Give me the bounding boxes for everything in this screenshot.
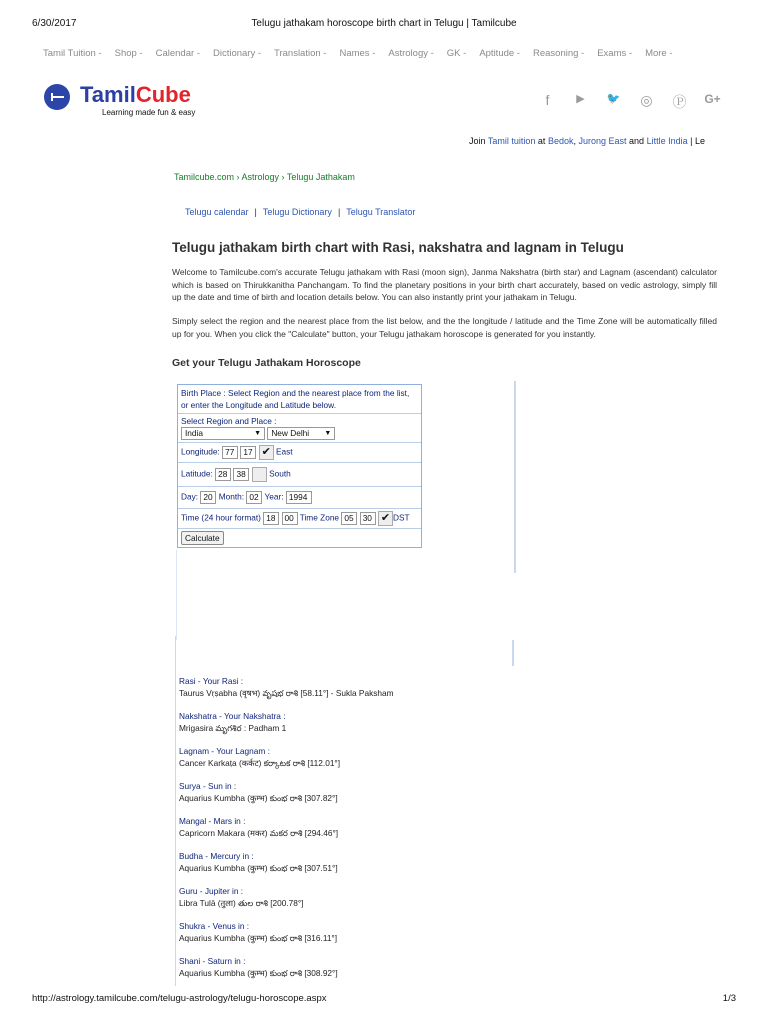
nav-astrology[interactable]: Astrology - — [388, 48, 434, 59]
region-row — [178, 414, 421, 443]
divider — [514, 381, 516, 573]
result-value: Aquarius Kumbha (कुम्भ) కుంభ రాశి [308.92°] — [179, 968, 338, 978]
result-value: Libra Tulā (तुला) తుల రాశి [200.78°] — [179, 898, 304, 908]
checkmark-icon: ✔ — [380, 512, 391, 524]
result-value: Mrigasira మృగశిర : Padham 1 — [179, 723, 287, 733]
chevron-down-icon: ▼ — [324, 430, 332, 437]
result-lagnam — [179, 746, 499, 769]
nav-reasoning[interactable]: Reasoning - — [532, 48, 585, 59]
dst-checkbox[interactable] — [378, 511, 393, 526]
divider — [512, 640, 514, 666]
longitude-minutes-input[interactable]: 17 — [240, 446, 256, 459]
result-surya — [179, 781, 499, 804]
region-select[interactable]: India ▼ — [181, 427, 265, 440]
month-label: Month: — [218, 491, 245, 502]
nav-names[interactable]: Names - — [339, 48, 376, 59]
date-row — [178, 487, 421, 509]
calculate-row — [178, 529, 421, 547]
longitude-label: Longitude: — [181, 446, 220, 457]
divider — [176, 550, 177, 640]
hour-input[interactable]: 18 — [263, 512, 279, 525]
result-value: Cancer Karkaṭa (कर्कट) కర్కాటక రాశి [112.01°] — [179, 758, 341, 768]
dst-label: DST — [393, 512, 410, 523]
nav-exams[interactable]: Exams - — [597, 48, 633, 59]
telugu-dictionary-link[interactable]: Telugu Dictionary — [262, 207, 332, 217]
longitude-degrees-input[interactable]: 77 — [222, 446, 238, 459]
result-label: Nakshatra - Your Nakshatra : — [179, 711, 286, 721]
jurong-east-link[interactable]: Jurong East — [578, 136, 627, 146]
print-page-number: 1/3 — [722, 993, 736, 1004]
chevron-down-icon: ▼ — [254, 430, 261, 437]
page-title: Telugu jathakam birth chart with Rasi, nakshatra and lagnam in Telugu — [172, 240, 624, 255]
result-label: Guru - Jupiter in : — [179, 886, 244, 896]
instagram-icon[interactable]: ◎ — [640, 92, 653, 108]
result-value: Capricorn Makara (मकर) మకర రాశి [294.46°] — [179, 828, 339, 838]
logo-icon — [44, 84, 70, 110]
result-label: Lagnam - Your Lagnam : — [179, 746, 270, 756]
latitude-row — [178, 463, 421, 487]
print-title: Telugu jathakam horoscope birth chart in Telugu | Tamilcube — [251, 18, 517, 29]
result-label: Shukra - Venus in : — [179, 921, 250, 931]
east-checkbox[interactable] — [259, 445, 274, 460]
result-label: Shani - Saturn in : — [179, 956, 246, 966]
longitude-row — [178, 443, 421, 463]
result-nakshatra — [179, 711, 499, 734]
telugu-translator-link[interactable]: Telugu Translator — [346, 207, 416, 217]
timezone-hour-input[interactable]: 05 — [341, 512, 357, 525]
day-label: Day: — [181, 491, 199, 502]
time-label: Time (24 hour format) — [181, 512, 261, 523]
nav-tamil-tuition[interactable]: Tamil Tuition - — [43, 48, 102, 59]
timezone-minute-input[interactable]: 30 — [360, 512, 376, 525]
latitude-degrees-input[interactable]: 28 — [215, 468, 231, 481]
logo-wordmark: TamilCube — [80, 82, 191, 107]
result-label: Budha - Mercury in : — [179, 851, 254, 861]
telugu-calendar-link[interactable]: Telugu calendar — [185, 207, 249, 217]
nav-shop[interactable]: Shop - — [114, 48, 143, 59]
south-label: South — [269, 468, 291, 479]
intro-paragraph-2: Simply select the region and the nearest place from the list below, and the the longitude / latitude and the Time Zone will be automatically filled up for you. When you click the "Calculate" button, your Telugu jathakam horoscope is generated for you instantly. — [172, 316, 717, 339]
east-label: East — [276, 446, 293, 457]
bedok-link[interactable]: Bedok — [547, 136, 574, 146]
pinterest-icon[interactable]: Ⓟ — [672, 94, 687, 110]
youtube-icon[interactable]: ▶ — [576, 93, 585, 105]
social-links — [538, 92, 722, 112]
result-rasi — [179, 676, 499, 699]
result-mangal — [179, 816, 499, 839]
year-input[interactable]: 1994 — [286, 491, 312, 504]
nav-calendar[interactable]: Calendar - — [155, 48, 200, 59]
twitter-icon[interactable]: 🐦 — [606, 93, 621, 105]
latitude-label: Latitude: — [181, 468, 213, 479]
little-india-link[interactable]: Little India — [646, 136, 688, 146]
intro-paragraph-1: Welcome to Tamilcube.com's accurate Telugu jathakam with Rasi (moon sign), Janma Nakshatra (birth star) and Lagnam (ascendant) calculator which is based on Thirukkanitha Panchangam. To find the planetary positions in your birth chart accurately, based on vedic astrology, simply fill up the date and time of birth and location details below. You can also instantly print your jathakam in Telugu. — [172, 267, 717, 302]
result-value: Aquarius Kumbha (कुम्भ) కుంభ రాశి [316.11°] — [179, 933, 338, 943]
print-footer — [32, 993, 736, 1007]
result-budha — [179, 851, 499, 874]
south-checkbox[interactable] — [252, 467, 267, 482]
tamil-tuition-link[interactable]: Tamil tuition — [487, 136, 536, 146]
result-guru — [179, 886, 499, 909]
google-plus-icon[interactable]: G+ — [704, 92, 721, 106]
result-label: Surya - Sun in : — [179, 781, 237, 791]
result-label: Rasi - Your Rasi : — [179, 676, 244, 686]
horoscope-form — [177, 384, 422, 548]
result-value: Aquarius Kumbha (कुम्भ) కుంభ రాశి [307.51°] — [179, 863, 338, 873]
print-url: http://astrology.tamilcube.com/telugu-astrology/telugu-horoscope.aspx — [32, 993, 327, 1004]
result-shukra — [179, 921, 499, 944]
top-navigation — [43, 48, 673, 62]
nav-translation[interactable]: Translation - — [274, 48, 327, 59]
nav-dictionary[interactable]: Dictionary - — [212, 48, 262, 59]
month-input[interactable]: 02 — [246, 491, 262, 504]
place-select[interactable]: New Delhi ▼ — [267, 427, 335, 440]
nav-more[interactable]: More - — [645, 48, 673, 59]
join-banner: Join Tamil tuition at Bedok, Jurong East and Little India | Le — [469, 136, 705, 146]
minute-input[interactable]: 00 — [282, 512, 298, 525]
form-heading: Get your Telugu Jathakam Horoscope — [172, 357, 361, 369]
nav-aptitude[interactable]: Aptitude - — [479, 48, 520, 59]
divider — [175, 636, 176, 986]
result-shani — [179, 956, 499, 979]
result-value: Taurus Vṛṣabha (वृषभ) వృషభ రాశి [58.11°] - Sukla Paksham — [179, 688, 394, 698]
timezone-label: Time Zone — [299, 512, 340, 523]
breadcrumb[interactable]: Tamilcube.com › Astrology › Telugu Jathakam — [174, 172, 355, 182]
nav-gk[interactable]: GK - — [446, 48, 467, 59]
telugu-quick-links: Telugu calendar | Telugu Dictionary | Telugu Translator — [185, 207, 416, 217]
result-label: Mangal - Mars in : — [179, 816, 246, 826]
year-label: Year: — [264, 491, 284, 502]
horoscope-results — [179, 676, 499, 991]
birth-place-help: Birth Place : Select Region and the nearest place from the list, or enter the Longitude and Latitude below. — [178, 385, 421, 414]
checkmark-icon: ✔ — [261, 446, 271, 458]
calculate-button[interactable]: Calculate — [181, 531, 224, 545]
latitude-minutes-input[interactable]: 38 — [233, 468, 249, 481]
region-label: Select Region and Place : — [181, 416, 277, 426]
logo-tagline: Learning made fun & easy — [102, 108, 196, 117]
facebook-icon[interactable]: f — [545, 92, 550, 108]
print-date: 6/30/2017 — [32, 18, 77, 29]
result-value: Aquarius Kumbha (कुम्भ) కుంభ రాశి [307.82°] — [179, 793, 338, 803]
day-input[interactable]: 20 — [200, 491, 216, 504]
print-header — [32, 18, 736, 32]
time-row — [178, 509, 421, 529]
